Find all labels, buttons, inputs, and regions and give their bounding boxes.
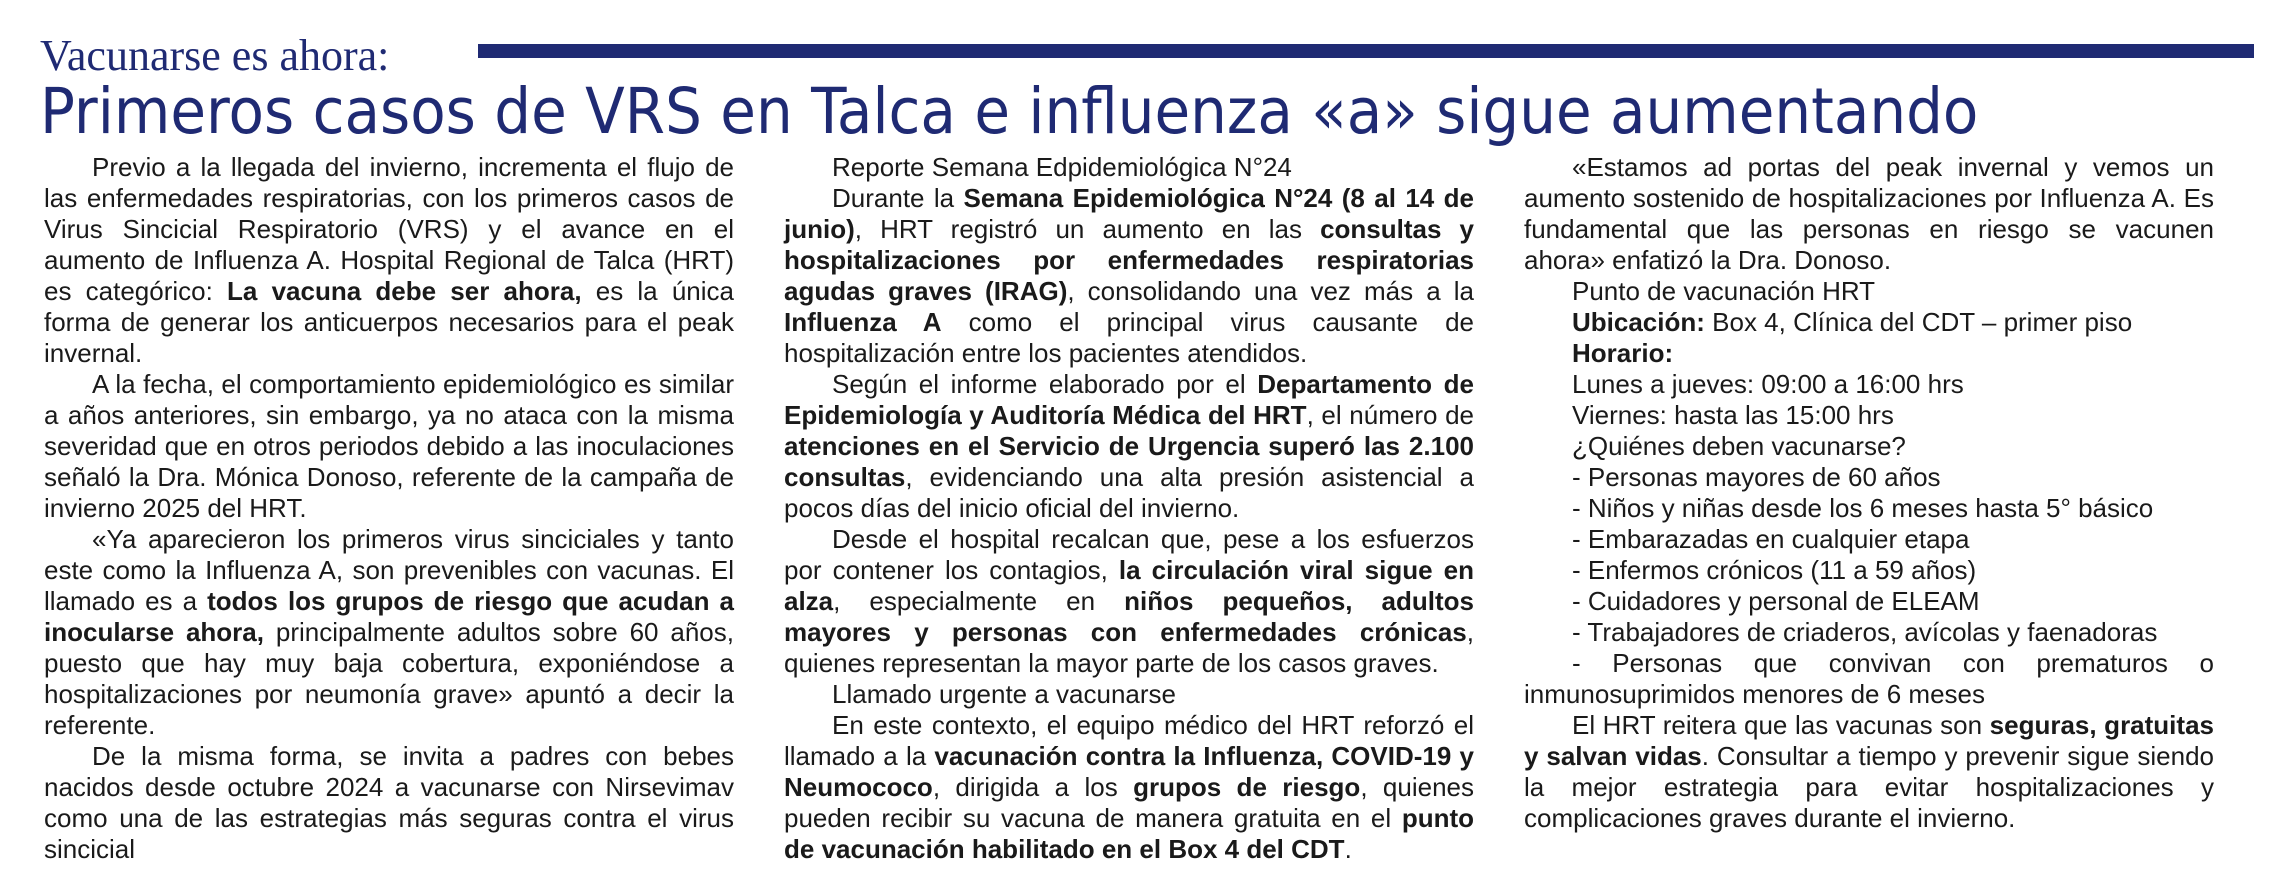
col1-paragraph-4: De la misma forma, se invita a padres con bebes nacidos desde octubre 2024 a vacunarse con Nirsevimav como una de las estrategias más seguras contra el virus sincicial	[44, 741, 734, 864]
col1-paragraph-2: A la fecha, el comportamiento epidemiológico es similar a años anteriores, sin embargo, ya no ataca con la misma severidad que en otros periodos debido a las inoculaciones señaló la Dra. Mónica Donoso, referente de la campaña de invierno 2025 del HRT.	[44, 369, 734, 523]
col3-quote-paragraph: «Estamos ad portas del peak invernal y vemos un aumento sostenido de hospitalizaciones por Influenza A. Es fundamental que las personas en riesgo se vacunen ahora» enfatizó la Dra. Donoso.	[1524, 152, 2214, 275]
column-1	[44, 152, 734, 865]
col2-paragraph-1: Durante la Semana Epidemiológica N°24 (8 al 14 de junio), HRT registró un aumento en las consultas y hospitalizaciones por enfermedades respiratorias agudas graves (IRAG), consolidando una vez más a la Influenza A como el principal virus causante de hospitalización entre los pacientes atendidos.	[784, 183, 1474, 368]
group-item: - Personas que convivan con prematuros o inmunosuprimidos menores de 6 meses	[1524, 648, 2214, 709]
col2-paragraph-3: Desde el hospital recalcan que, pese a los esfuerzos por contener los contagios, la circulación viral sigue en alza, especialmente en niños pequeños, adultos mayores y personas con enfermedades crónicas, quienes representan la mayor parte de los casos graves.	[784, 524, 1474, 678]
article-headline: Primeros casos de VRS en Talca e influenza «a» sigue aumentando	[40, 75, 1979, 148]
vaccination-location: Ubicación: Box 4, Clínica del CDT – primer piso	[1572, 307, 2133, 337]
group-item: - Embarazadas en cualquier etapa	[1572, 524, 1970, 554]
col2-subheading: Reporte Semana Edpidemiológica N°24	[832, 152, 1292, 182]
column-3	[1524, 152, 2214, 834]
group-item: - Cuidadores y personal de ELEAM	[1572, 586, 1980, 616]
group-item: - Trabajadores de criaderos, avícolas y faenadoras	[1572, 617, 2158, 647]
schedule-label: Horario:	[1572, 338, 1674, 368]
group-item: - Enfermos crónicos (11 a 59 años)	[1572, 555, 1977, 585]
col1-paragraph-3: «Ya aparecieron los primeros virus sinciciales y tanto este como la Influenza A, son prevenibles con vacunas. El llamado es a todos los grupos de riesgo que acudan a inocularse ahora, principalmente adultos sobre 60 años, puesto que hay muy baja cobertura, exponiéndose a hospitalizaciones por neumonía grave» apuntó a decir la referente.	[44, 524, 734, 740]
col1-paragraph-1: Previo a la llegada del invierno, incrementa el flujo de las enfermedades respiratorias, con los primeros casos de Virus Sincicial Respiratorio (VRS) y el avance en el aumento de Influenza A. Hospital Regional de Talca (HRT) es categórico: La vacuna debe ser ahora, es la única forma de generar los anticuerpos necesarios para el peak invernal.	[44, 152, 734, 368]
article-kicker: Vacunarse es ahora:	[40, 31, 390, 80]
col2-paragraph-2: Según el informe elaborado por el Departamento de Epidemiología y Auditoría Médica del HRT, el número de atenciones en el Servicio de Urgencia superó las 2.100 consultas, evidenciando una alta presión asistencial a pocos días del inicio oficial del invierno.	[784, 369, 1474, 523]
who-should-vaccinate-heading: ¿Quiénes deben vacunarse?	[1572, 431, 1906, 461]
schedule-friday: Viernes: hasta las 15:00 hrs	[1572, 400, 1894, 430]
vaccination-point-heading: Punto de vacunación HRT	[1572, 276, 1876, 306]
col3-closing-paragraph: El HRT reitera que las vacunas son seguras, gratuitas y salvan vidas. Consultar a tiempo y prevenir sigue siendo la mejor estrategia para evitar hospitalizaciones y complicaciones graves durante el invierno.	[1524, 710, 2214, 833]
column-2	[784, 152, 1474, 865]
col2-subheading-2: Llamado urgente a vacunarse	[832, 679, 1177, 709]
group-item: - Personas mayores de 60 años	[1572, 462, 1941, 492]
col2-paragraph-4: En este contexto, el equipo médico del HRT reforzó el llamado a la vacunación contra la Influenza, COVID-19 y Neumococo, dirigida a los grupos de riesgo, quienes pueden recibir su vacuna de manera gratuita en el punto de vacunación habilitado en el Box 4 del CDT.	[784, 710, 1474, 864]
schedule-weekdays: Lunes a jueves: 09:00 a 16:00 hrs	[1572, 369, 1964, 399]
group-item: - Niños y niñas desde los 6 meses hasta 5° básico	[1572, 493, 2154, 523]
header-rule	[478, 44, 2254, 58]
